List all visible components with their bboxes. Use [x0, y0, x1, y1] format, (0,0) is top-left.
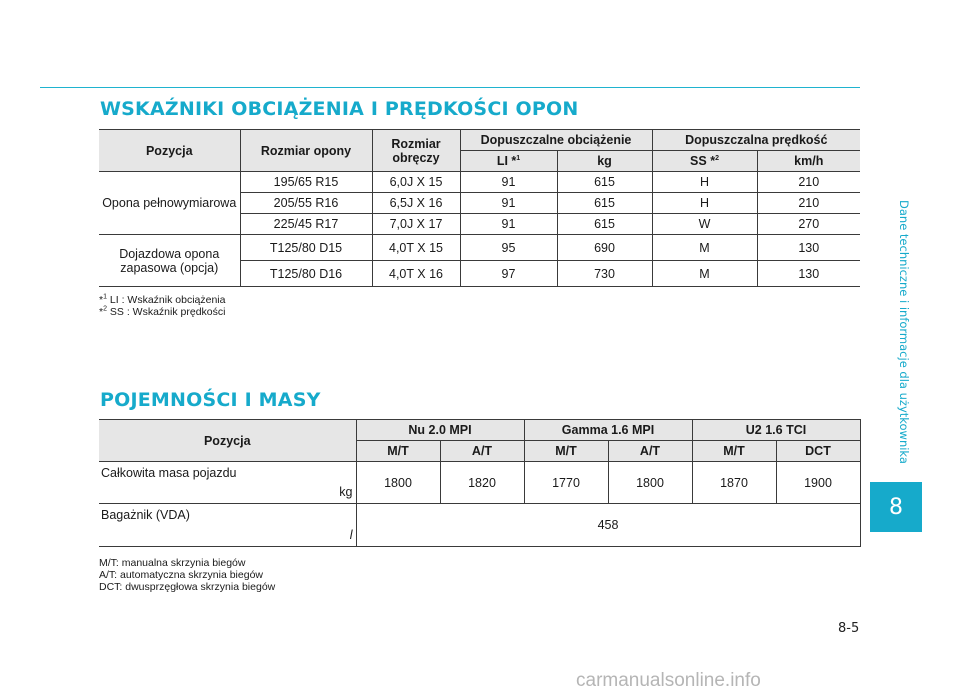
- cell-ss: H: [652, 172, 757, 193]
- cell-kg: 730: [557, 261, 652, 287]
- row-label-luggage: Bagażnik (VDA) l: [99, 504, 356, 547]
- col-header-transmission: M/T: [692, 441, 776, 462]
- col-header-engine: U2 1.6 TCI: [692, 420, 860, 441]
- tyre-footnotes: [99, 294, 225, 318]
- table-row: [99, 462, 860, 504]
- tyre-section-title: WSKAŹNIKI OBCIĄŻENIA I PRĘDKOŚCI OPON: [100, 98, 579, 120]
- cell-kg: 615: [557, 214, 652, 235]
- col-header-transmission: M/T: [356, 441, 440, 462]
- col-header-transmission: A/T: [608, 441, 692, 462]
- footnote-li: *$^1$ LI : Wskaźnik obciążenia: [99, 293, 226, 306]
- cell-kg: 690: [557, 235, 652, 261]
- cell-rim: 7,0J X 17: [372, 214, 460, 235]
- row-label-gross-mass: Całkowita masa pojazdu kg: [99, 462, 356, 504]
- col-header-engine: Nu 2.0 MPI: [356, 420, 524, 441]
- col-header-kmh: km/h: [757, 151, 860, 172]
- col-header-transmission: DCT: [776, 441, 860, 462]
- mass-table: [99, 419, 861, 547]
- table-row: [99, 172, 860, 193]
- col-header-transmission: A/T: [440, 441, 524, 462]
- cell-ss: M: [652, 261, 757, 287]
- unit-label: kg: [339, 485, 353, 499]
- col-header-kg: kg: [557, 151, 652, 172]
- chapter-tab: 8: [870, 482, 922, 532]
- footnote-ss: *$^2$ SS : Wskaźnik prędkości: [99, 305, 226, 318]
- cell-kmh: 210: [757, 172, 860, 193]
- col-header-position: Pozycja: [99, 420, 356, 462]
- cell-li: 91: [460, 214, 557, 235]
- col-header-position: Pozycja: [99, 130, 240, 172]
- cell-value: 1870: [692, 462, 776, 504]
- cell-rim: 6,5J X 16: [372, 193, 460, 214]
- col-header-tyre-size: Rozmiar opony: [240, 130, 372, 172]
- tyre-table: [99, 129, 860, 287]
- cell-kmh: 130: [757, 261, 860, 287]
- cell-kg: 615: [557, 172, 652, 193]
- cell-tyre: 225/45 R17: [240, 214, 372, 235]
- table-row: [99, 504, 860, 547]
- cell-tyre: T125/80 D15: [240, 235, 372, 261]
- cell-value: 1900: [776, 462, 860, 504]
- cell-rim: 4,0T X 15: [372, 235, 460, 261]
- footnote-mt: M/T: manualna skrzynia biegów: [99, 557, 246, 569]
- cell-kmh: 130: [757, 235, 860, 261]
- page-number: 8-5: [838, 621, 860, 636]
- cell-value: 1800: [356, 462, 440, 504]
- cell-kmh: 210: [757, 193, 860, 214]
- cell-kg: 615: [557, 193, 652, 214]
- col-header-speed: Dopuszczalna prędkość: [652, 130, 860, 151]
- cell-li: 95: [460, 235, 557, 261]
- table-row: [99, 235, 860, 261]
- cell-ss: W: [652, 214, 757, 235]
- footnote-at: A/T: automatyczna skrzynia biegów: [99, 569, 263, 581]
- cell-value: 1820: [440, 462, 524, 504]
- col-header-ss: SS *$^2$: [652, 151, 757, 172]
- footnote-dct: DCT: dwusprzęgłowa skrzynia biegów: [99, 581, 276, 593]
- watermark: carmanualsonline.info: [576, 670, 761, 691]
- col-header-engine: Gamma 1.6 MPI: [524, 420, 692, 441]
- col-header-load: Dopuszczalne obciążenie: [460, 130, 652, 151]
- col-header-rim-size: Rozmiar obręczy: [372, 130, 460, 172]
- cell-ss: M: [652, 235, 757, 261]
- top-divider: [40, 87, 860, 88]
- cell-li: 91: [460, 193, 557, 214]
- row-group-label: Dojazdowa opona zapasowa (opcja): [99, 235, 240, 287]
- cell-tyre: 195/65 R15: [240, 172, 372, 193]
- cell-ss: H: [652, 193, 757, 214]
- cell-rim: 4,0T X 16: [372, 261, 460, 287]
- col-header-transmission: M/T: [524, 441, 608, 462]
- unit-label: l: [349, 528, 353, 542]
- mass-footnotes: [99, 557, 275, 593]
- cell-value: 458: [356, 504, 860, 547]
- cell-tyre: 205/55 R16: [240, 193, 372, 214]
- mass-section-title: POJEMNOŚCI I MASY: [100, 389, 321, 411]
- cell-tyre: T125/80 D16: [240, 261, 372, 287]
- cell-value: 1770: [524, 462, 608, 504]
- cell-rim: 6,0J X 15: [372, 172, 460, 193]
- cell-value: 1800: [608, 462, 692, 504]
- cell-kmh: 270: [757, 214, 860, 235]
- col-header-li: LI *$^1$: [460, 151, 557, 172]
- cell-li: 91: [460, 172, 557, 193]
- chapter-side-label: Dane techniczne i informacje dla użytkownika: [897, 200, 911, 464]
- row-group-label: Opona pełnowymiarowa: [99, 172, 240, 235]
- cell-li: 97: [460, 261, 557, 287]
